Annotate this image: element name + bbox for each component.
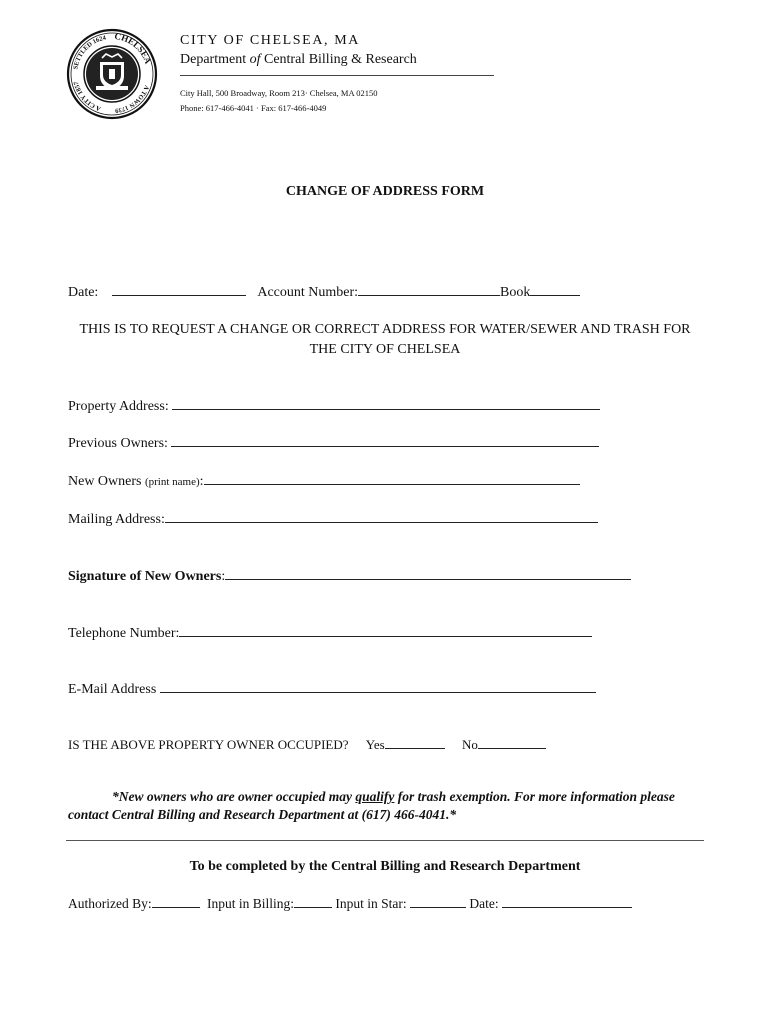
date-account-row [68,282,580,301]
no-field[interactable] [478,735,546,749]
input-star-label: Input in Star: [335,896,407,911]
seal-bottom-text: A TOWN 1739 [114,84,151,114]
section-divider [66,840,704,841]
note-part1: *New owners who are owner occupied may [112,789,356,804]
signature-field[interactable] [225,566,631,580]
input-billing-label: Input in Billing: [207,896,295,911]
no-label: No [461,737,478,752]
email-label: E-Mail Address [68,682,157,697]
date-field[interactable] [112,282,246,296]
mailing-address-field[interactable] [165,509,598,523]
header-rule [180,75,494,76]
property-address-field[interactable] [172,396,600,410]
yes-label: Yes [365,737,385,752]
seal-top-text: CHELSEA [113,31,154,66]
property-address-label: Property Address: [68,399,169,414]
mailing-address-label: Mailing Address: [68,512,165,527]
dept-text-of: of [249,52,261,67]
authorized-by-label: Authorized By: [68,896,152,911]
book-field[interactable] [530,282,580,296]
form-title: CHANGE OF ADDRESS FORM [285,184,485,199]
input-billing-field[interactable] [294,894,332,908]
header-department [180,52,417,68]
dept-text-a: Department [180,52,250,67]
admin-row [68,894,632,912]
city-seal-logo [66,28,158,120]
new-owners-colon: : [199,474,204,489]
new-owners-row [68,471,580,490]
new-owners-note: (print name) [144,476,200,488]
date-label: Date: [68,285,99,300]
note-qualify: qualify [355,789,395,804]
previous-owners-field[interactable] [171,433,599,447]
email-field[interactable] [160,679,596,693]
dept-text-b: Central Billing & Research [260,52,417,67]
property-address-row [68,396,600,415]
signature-row [68,566,631,585]
book-label: Book [500,285,531,300]
request-statement: THIS IS TO REQUEST A CHANGE OR CORRECT ADDRESS FOR WATER/SEWER AND TRASH FOR THE CITY OF CHELSEA [79,322,691,357]
note-part2: for trash exemption. For more information please contact Central Billing and Research Department at (617) 466-4041.* [68,789,675,822]
previous-owners-label: Previous Owners: [68,436,168,451]
seal-left-text: SETTLED 1624 [72,34,107,70]
header-address: City Hall, 500 Broadway, Room 213· Chelsea, MA 02150 [180,88,378,98]
new-owners-label: New Owners [68,474,142,489]
admin-date-field[interactable] [502,894,632,908]
account-number-label: Account Number: [257,285,359,300]
admin-date-label: Date: [469,896,499,911]
mailing-address-row [68,509,598,528]
telephone-row [68,623,592,642]
completed-by-heading: To be completed by the Central Billing and Research Department [189,859,581,874]
signature-colon: : [221,569,226,584]
seal-right-text: A CITY 1857 [72,80,102,113]
new-owners-field[interactable] [204,471,580,485]
owner-occupied-question: IS THE ABOVE PROPERTY OWNER OCCUPIED? [68,737,349,752]
yes-field[interactable] [385,735,445,749]
signature-label: Signature of New Owners [68,569,222,584]
previous-owners-row [68,433,599,452]
email-row [68,679,596,698]
header-phone: Phone: 617-466-4041 · Fax: 617-466-4049 [180,103,327,113]
authorized-by-field[interactable] [152,894,200,908]
trash-exemption-note [68,788,708,824]
owner-occupied-row [68,735,546,753]
telephone-field[interactable] [179,623,592,637]
telephone-label: Telephone Number: [68,626,180,641]
header-city: CITY OF CHELSEA, MA [180,33,360,48]
input-star-field[interactable] [410,894,466,908]
account-number-field[interactable] [358,282,500,296]
